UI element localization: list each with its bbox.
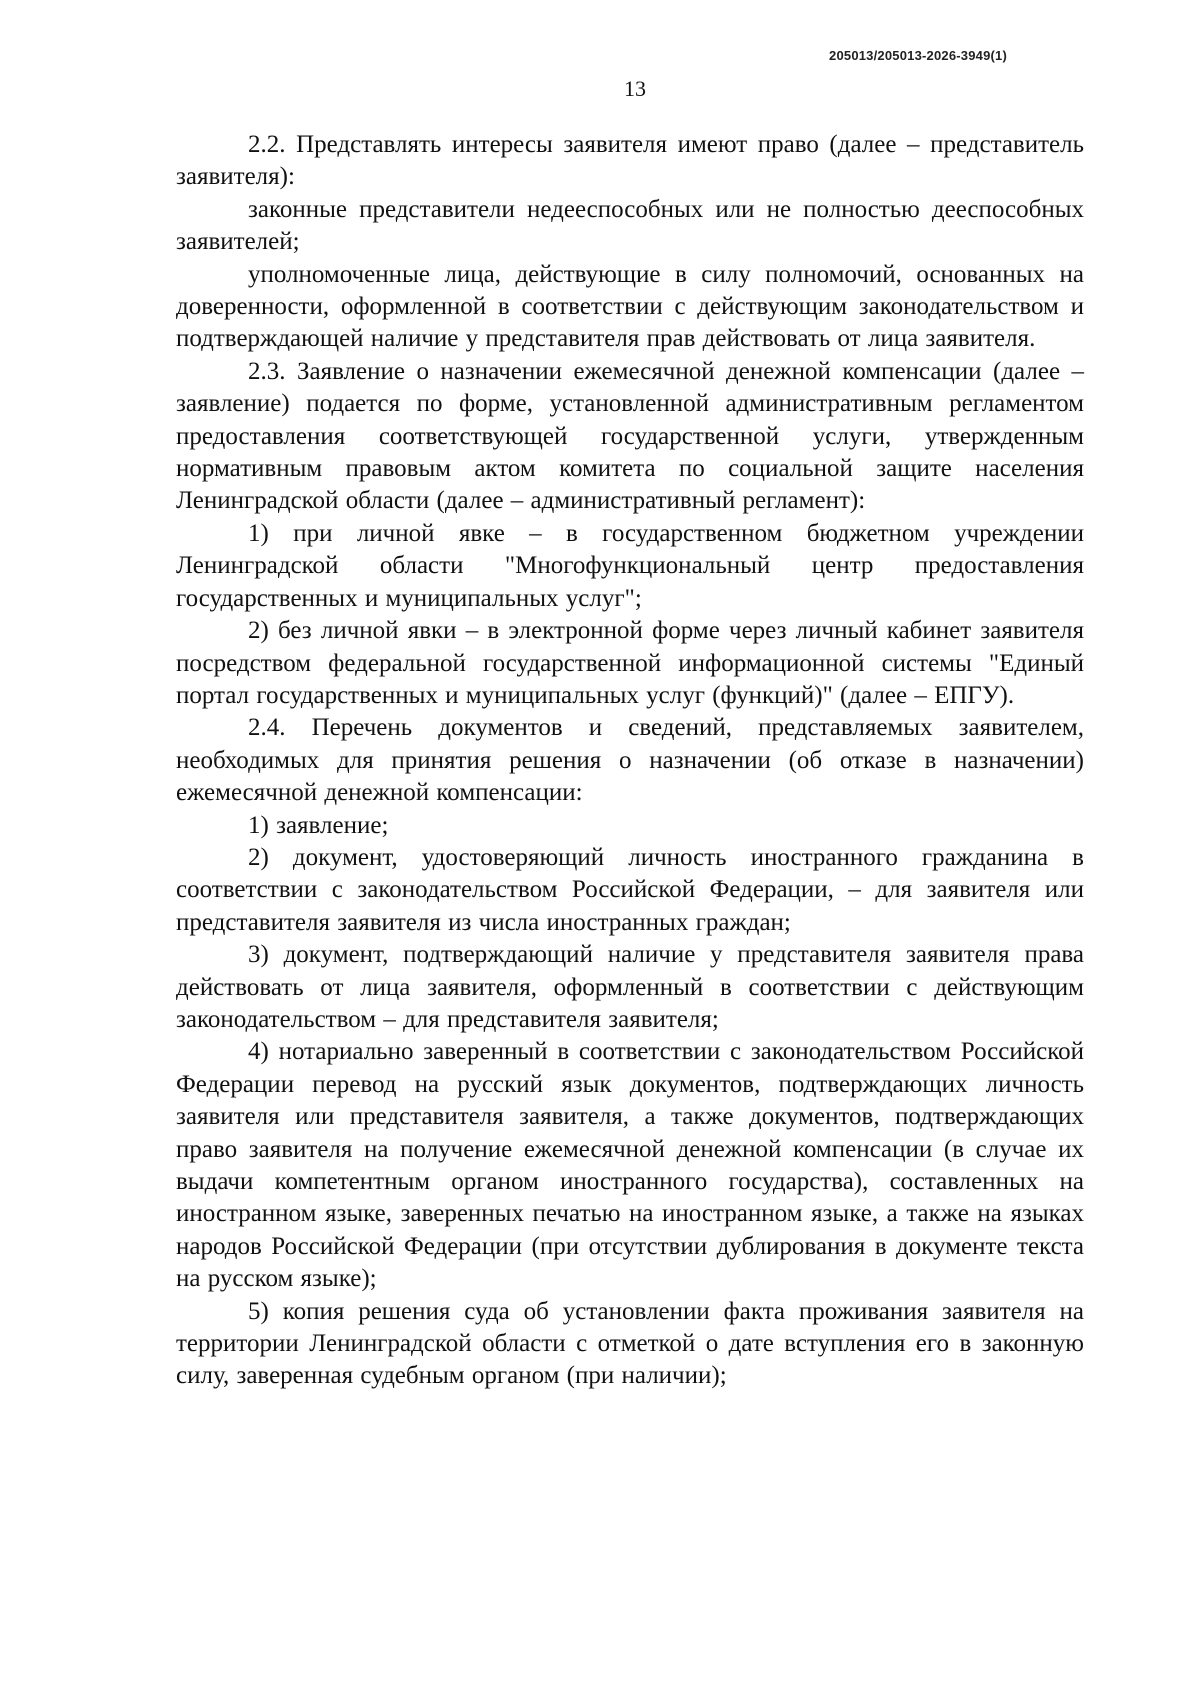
paragraph-2-3-item-1: 1) при личной явке – в государственном бюджетном учреждении Ленинградской области "Многофункциональный центр предоставления государственных и муниципальных услуг"; [176,519,1084,612]
document-body [176,129,1084,1393]
registration-number: 205013/205013-2026-3949(1) [829,48,1007,63]
paragraph-2-4-item-3: 3) документ, подтверждающий наличие у представителя заявителя права действовать от лица заявителя, оформленный в соответствии с действующим законодательством – для представителя заявителя; [176,941,1084,1033]
paragraph-2-4-item-1: 1) заявление; [248,811,389,839]
paragraph-2-3: 2.3. Заявление о назначении ежемесячной денежной компенсации (далее – заявление) подается по форме, установленной административным регламентом предоставления соответствующей государственной услуги, утвержденным нормативным правовым актом комитета по социальной защите населения Ленинградской области (далее – административный регламент): [176,357,1084,515]
paragraph-legal-representatives: законные представители недееспособных или не полностью дееспособных заявителей; [176,195,1084,256]
page-number: 13 [624,76,646,101]
paragraph-2-2: 2.2. Представлять интересы заявителя имеют право (далее – представитель заявителя): [176,131,1084,191]
paragraph-2-4-item-5: 5) копия решения суда об установлении факта проживания заявителя на территории Ленинградской области с отметкой о дате вступления его в законную силу, заверенная судебным органом (при наличии); [176,1297,1084,1390]
paragraph-2-4-item-2: 2) документ, удостоверяющий личность иностранного гражданина в соответствии с законодательством Российской Федерации, – для заявителя или представителя заявителя из числа иностранных граждан; [176,843,1084,936]
paragraph-authorized-persons: уполномоченные лица, действующие в силу полномочий, основанных на доверенности, оформленной в соответствии с действующим законодательством и подтверждающей наличие у представителя прав действовать от лица заявителя. [176,260,1084,353]
paragraph-2-3-item-2: 2) без личной явки – в электронной форме через личный кабинет заявителя посредством федеральной государственной информационной системы "Единый портал государственных и муниципальных услуг (функций)" (далее – ЕПГУ). [176,617,1084,709]
paragraph-2-4: 2.4. Перечень документов и сведений, представляемых заявителем, необходимых для принятия решения о назначении (об отказе в назначении) ежемесячной денежной компенсации: [176,714,1084,807]
paragraph-2-4-item-4: 4) нотариально заверенный в соответствии с законодательством Российской Федерации перевод на русский язык документов, подтверждающих личность заявителя или представителя заявителя, а также документов, подтверждающих право заявителя на получение ежемесячной денежной компенсации (в случае их выдачи компетентным органом иностранного государства), составленных на иностранном языке, заверенных печатью на иностранном языке, а также на языках народов Российской Федерации (при отсутствии дублирования в документе текста на русском языке); [176,1038,1084,1293]
